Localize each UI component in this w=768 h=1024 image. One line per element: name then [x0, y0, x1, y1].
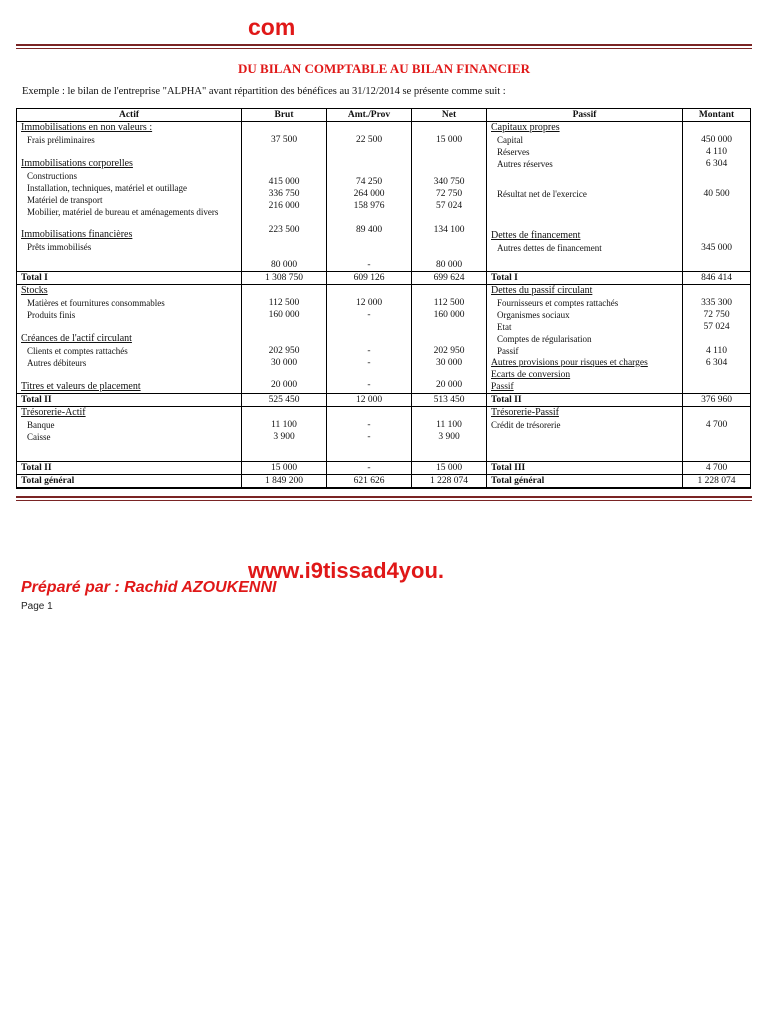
grand-total-passif-label: Total général — [487, 475, 683, 489]
grand-total-label: Total général — [17, 475, 242, 489]
section-immo-nv: Immobilisations en non valeurs : — [21, 122, 153, 133]
value: 336 750 — [268, 189, 300, 199]
section-creances: Créances de l'actif circulant — [21, 333, 132, 344]
total-label: Total II — [17, 394, 242, 407]
header-rule-top — [16, 44, 752, 46]
value: 202 950 — [268, 346, 300, 356]
footer-rule-top — [16, 496, 752, 498]
value: 450 000 — [701, 135, 732, 145]
section-autres-prov: Autres provisions pour risques et charges — [491, 358, 648, 368]
item-produits-finis: Produits finis — [27, 310, 76, 320]
section-dettes-fin: Dettes de financement — [491, 230, 581, 241]
value: 202 950 — [433, 346, 465, 356]
col-header-brut: Brut — [242, 109, 327, 122]
value: - — [367, 310, 371, 320]
balance-sheet-table — [16, 108, 751, 489]
value: 20 000 — [270, 380, 298, 390]
item-organismes: Organismes sociaux — [497, 310, 570, 320]
value: 40 500 — [703, 189, 730, 199]
section-immo-corp: Immobilisations corporelles — [21, 158, 133, 169]
value: 30 000 — [270, 358, 298, 368]
value: 112 500 — [268, 298, 300, 308]
header-site-fragment: com — [248, 14, 296, 40]
value: 216 000 — [268, 201, 300, 211]
value: 15 000 — [435, 135, 463, 145]
table-row-total-2 — [17, 394, 751, 407]
item-prets: Prêts immobilisés — [27, 242, 92, 252]
cell-montant-block2 — [683, 285, 751, 394]
section-titres: Titres et valeurs de placement — [21, 381, 141, 392]
item-passif: Passif — [497, 346, 519, 356]
total-amt: 609 126 — [327, 272, 412, 285]
value: 134 100 — [433, 225, 465, 235]
table-header-row — [17, 109, 751, 122]
page-number: Page 1 — [21, 601, 53, 612]
cell-net-block3 — [412, 407, 487, 462]
value: 12 000 — [355, 298, 383, 308]
grand-total-montant: 1 228 074 — [683, 475, 751, 489]
cell-amt-block1 — [327, 122, 412, 272]
cell-brut-block2 — [242, 285, 327, 394]
cell-actif-block3 — [17, 407, 242, 462]
total-amt: 12 000 — [327, 394, 412, 407]
value: 80 000 — [270, 260, 298, 270]
value: 11 100 — [436, 420, 462, 430]
total-net: 15 000 — [412, 462, 487, 475]
value: - — [367, 260, 371, 270]
value: 4 110 — [705, 147, 728, 157]
cell-brut-block1 — [242, 122, 327, 272]
section-stocks: Stocks — [21, 285, 48, 296]
cell-passif-block2 — [487, 285, 683, 394]
value: 160 000 — [268, 310, 300, 320]
table-row-total-1 — [17, 272, 751, 285]
total-montant: 376 960 — [683, 394, 751, 407]
total-label: Total II — [17, 462, 242, 475]
cell-passif-block3 — [487, 407, 683, 462]
table-row-block1 — [17, 122, 751, 272]
item-caisse: Caisse — [27, 432, 51, 442]
value: 72 750 — [703, 310, 730, 320]
cell-actif-block2 — [17, 285, 242, 394]
table-row-block2 — [17, 285, 751, 394]
value: 4 110 — [705, 346, 728, 356]
value: 3 900 — [438, 432, 460, 442]
website-link[interactable]: www.i9tissad4you. — [248, 558, 445, 583]
item-capital: Capital — [497, 135, 523, 145]
cell-net-block2 — [412, 285, 487, 394]
value: - — [367, 432, 371, 442]
value: 11 100 — [271, 420, 297, 430]
value: 223 500 — [268, 225, 300, 235]
section-tresorerie-actif: Trésorerie-Actif — [21, 407, 86, 418]
item-reserves: Réserves — [497, 147, 530, 157]
total-amt: - — [327, 462, 412, 475]
item-fournisseurs: Fournisseurs et comptes rattachés — [497, 298, 619, 308]
value: 30 000 — [435, 358, 463, 368]
item-credit-tresorerie: Crédit de trésorerie — [491, 420, 561, 430]
value: 264 000 — [353, 189, 385, 199]
value: 6 304 — [705, 358, 728, 368]
table-row-total-3 — [17, 462, 751, 475]
cell-amt-block3 — [327, 407, 412, 462]
total-brut: 1 308 750 — [242, 272, 327, 285]
value: 74 250 — [355, 177, 383, 187]
total-brut: 15 000 — [242, 462, 327, 475]
cell-amt-block2 — [327, 285, 412, 394]
footer-rule-bottom — [16, 500, 752, 501]
total-label: Total I — [17, 272, 242, 285]
total-montant: 4 700 — [683, 462, 751, 475]
section-tresorerie-passif: Trésorerie-Passif — [491, 407, 559, 418]
value: 20 000 — [435, 380, 463, 390]
grand-total-amt: 621 626 — [327, 475, 412, 489]
total-net: 699 624 — [412, 272, 487, 285]
cell-actif-block1 — [17, 122, 242, 272]
intro-text: Exemple : le bilan de l'entreprise "ALPHA" avant répartition des bénéfices au 31/12/2014 se présente comme suit : — [22, 86, 506, 97]
grand-total-brut: 1 849 200 — [242, 475, 327, 489]
col-header-montant: Montant — [683, 109, 751, 122]
value: 335 300 — [701, 298, 732, 308]
value: 340 750 — [433, 177, 465, 187]
col-header-actif: Actif — [17, 109, 242, 122]
value: 6 304 — [705, 159, 728, 169]
total-montant: 846 414 — [683, 272, 751, 285]
item-autres-reserves: Autres réserves — [497, 159, 553, 169]
value: 80 000 — [435, 260, 463, 270]
item-resultat: Résultat net de l'exercice — [497, 189, 587, 199]
item-comptes-regul: Comptes de régularisation — [497, 334, 592, 344]
grand-total-net: 1 228 074 — [412, 475, 487, 489]
value: 112 500 — [433, 298, 465, 308]
document-title: DU BILAN COMPTABLE AU BILAN FINANCIER — [238, 61, 530, 76]
section-ecarts-passif: Passif — [491, 382, 514, 392]
section-capitaux: Capitaux propres — [491, 122, 560, 133]
value: 415 000 — [268, 177, 300, 187]
section-immo-fin: Immobilisations financières — [21, 229, 133, 240]
value: 57 024 — [703, 322, 730, 332]
total-passif-label: Total I — [487, 272, 683, 285]
total-passif-label: Total III — [487, 462, 683, 475]
header-rule-bottom — [16, 48, 752, 49]
table-row-grand-total — [17, 475, 751, 489]
item-autres-debiteurs: Autres débiteurs — [27, 358, 87, 368]
value: 158 976 — [353, 201, 385, 211]
cell-net-block1 — [412, 122, 487, 272]
cell-passif-block1 — [487, 122, 683, 272]
item-matieres: Matières et fournitures consommables — [27, 298, 165, 308]
item-frais-prelim: Frais préliminaires — [27, 135, 95, 145]
value: 72 750 — [435, 189, 463, 199]
prepared-by: Préparé par : Rachid AZOUKENNI — [21, 579, 277, 596]
section-dettes-pc: Dettes du passif circulant — [491, 285, 593, 296]
item-etat: Etat — [497, 322, 512, 332]
item-autres-dettes: Autres dettes de financement — [497, 243, 602, 253]
item-mobilier: Mobilier, matériel de bureau et aménagements divers — [27, 207, 219, 217]
value: 160 000 — [433, 310, 465, 320]
cell-brut-block3 — [242, 407, 327, 462]
table-row-block3 — [17, 407, 751, 462]
value: - — [367, 420, 371, 430]
value: 22 500 — [355, 135, 383, 145]
value: 37 500 — [270, 135, 298, 145]
total-passif-label: Total II — [487, 394, 683, 407]
item-materiel-transport: Matériel de transport — [27, 195, 103, 205]
cell-montant-block3 — [683, 407, 751, 462]
item-installation: Installation, techniques, matériel et outillage — [27, 183, 187, 193]
section-ecarts: Ecarts de conversion — [491, 370, 571, 380]
value: 89 400 — [355, 225, 383, 235]
value: - — [367, 358, 371, 368]
value: 3 900 — [273, 432, 295, 442]
col-header-net: Net — [412, 109, 487, 122]
total-net: 513 450 — [412, 394, 487, 407]
value: 57 024 — [435, 201, 463, 211]
col-header-passif: Passif — [487, 109, 683, 122]
value: - — [367, 346, 371, 356]
total-brut: 525 450 — [242, 394, 327, 407]
cell-montant-block1 — [683, 122, 751, 272]
value: - — [367, 380, 371, 390]
item-clients: Clients et comptes rattachés — [27, 346, 128, 356]
value: 4 700 — [705, 420, 728, 430]
item-constructions: Constructions — [27, 171, 78, 181]
col-header-amt: Amt./Prov — [327, 109, 412, 122]
value: 345 000 — [701, 243, 732, 253]
item-banque: Banque — [27, 420, 55, 430]
